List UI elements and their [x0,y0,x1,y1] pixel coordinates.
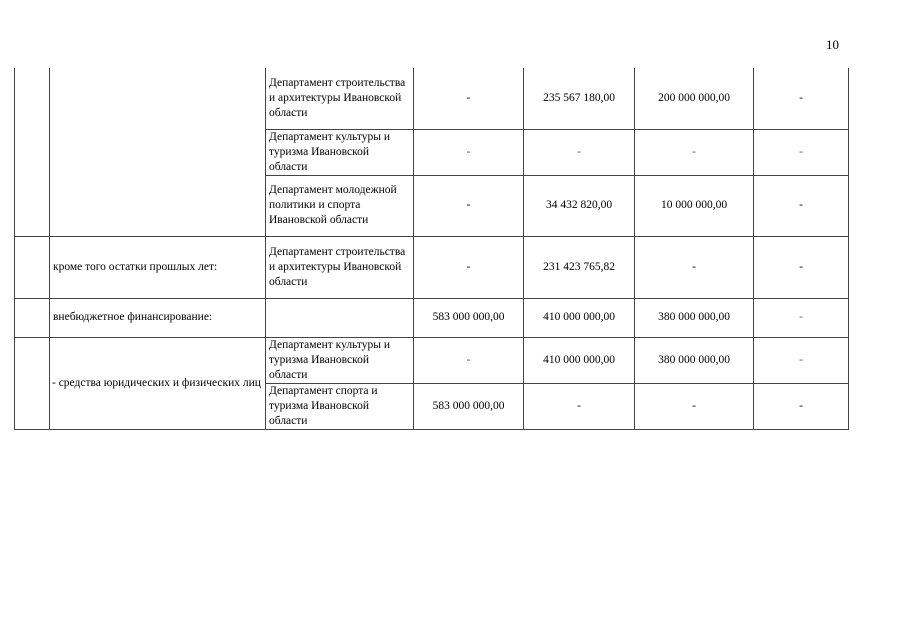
value-cell: 34 432 820,00 [524,175,635,236]
department-cell: Департамент культуры и туризма Ивановской области [266,337,414,383]
table-row [15,68,849,129]
value-cell: 410 000 000,00 [524,337,635,383]
value-cell: - [754,236,849,298]
value-cell: - [414,129,524,175]
department-cell: Департамент культуры и туризма Ивановской области [266,129,414,175]
department-cell: Департамент молодежной политики и спорта Ивановской области [266,175,414,236]
value-cell: - [414,175,524,236]
value-cell: 231 423 765,82 [524,236,635,298]
value-cell: 583 000 000,00 [414,298,524,337]
table-row [15,236,849,298]
value-cell: - [635,383,754,429]
value-cell: 410 000 000,00 [524,298,635,337]
value-cell: - [635,236,754,298]
department-cell [266,298,414,337]
description-cell [50,68,266,236]
value-cell: 583 000 000,00 [414,383,524,429]
value-cell: - [754,129,849,175]
page-number: 10 [826,37,839,52]
department-cell: Департамент строительства и архитектуры Ивановской области [266,236,414,298]
index-cell [15,236,50,298]
value-cell: - [414,68,524,129]
value-cell: - [524,129,635,175]
description-cell: кроме того остатки прошлых лет: [50,236,266,298]
value-cell: - [414,236,524,298]
value-cell: 380 000 000,00 [635,337,754,383]
value-cell: - [754,68,849,129]
value-cell: - [524,383,635,429]
value-cell: 200 000 000,00 [635,68,754,129]
value-cell: - [414,337,524,383]
value-cell: 235 567 180,00 [524,68,635,129]
table-row [15,337,849,383]
value-cell: - [635,129,754,175]
index-cell [15,337,50,429]
department-cell: Департамент строительства и архитектуры Ивановской области [266,68,414,129]
description-cell: - средства юридических и физических лиц [50,337,266,429]
index-cell [15,298,50,337]
value-cell: - [754,337,849,383]
budget-table [14,68,849,430]
index-cell [15,68,50,236]
value-cell: - [754,175,849,236]
value-cell: - [754,298,849,337]
description-cell: внебюджетное финансирование: [50,298,266,337]
value-cell: 380 000 000,00 [635,298,754,337]
value-cell: 10 000 000,00 [635,175,754,236]
table-row [15,298,849,337]
value-cell: - [754,383,849,429]
department-cell: Департамент спорта и туризма Ивановской области [266,383,414,429]
